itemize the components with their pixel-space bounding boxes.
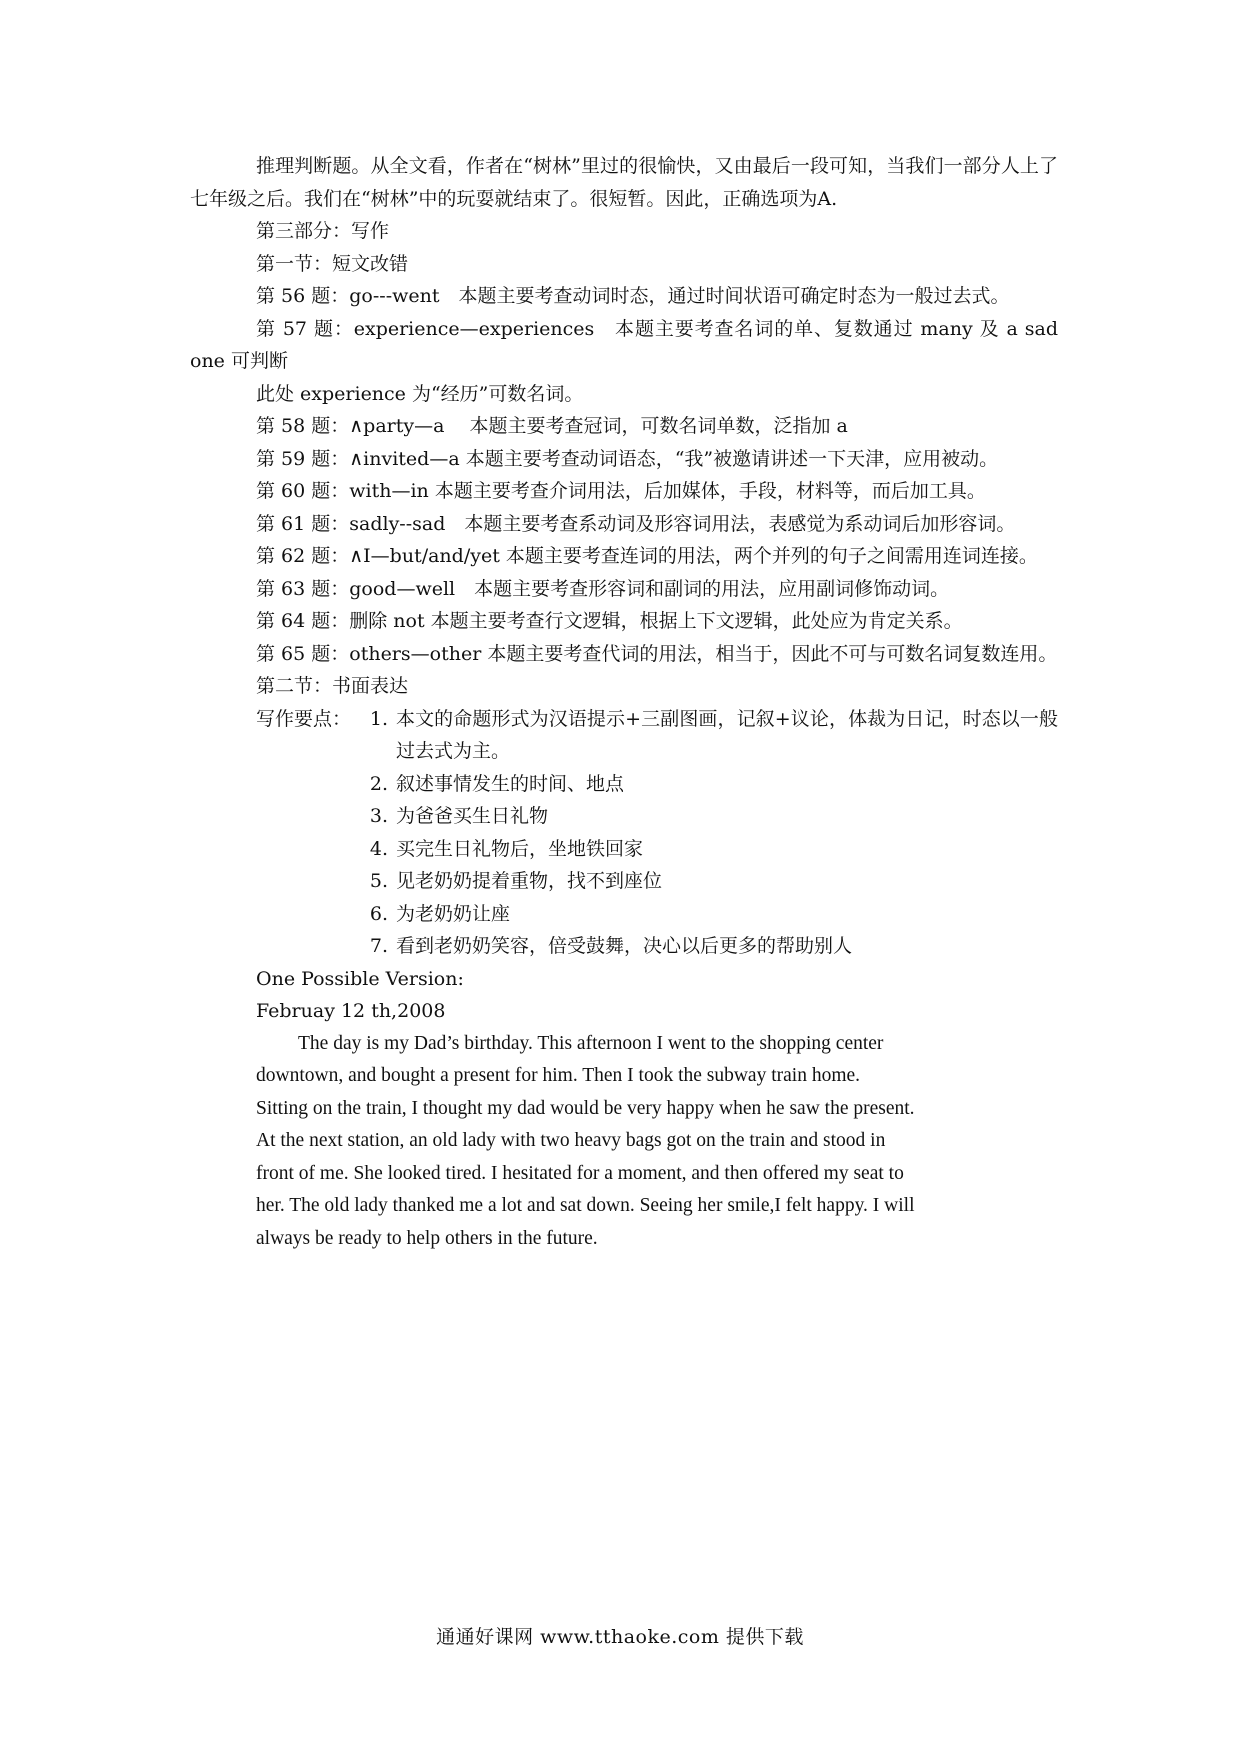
point-number: 2. <box>369 772 388 795</box>
point-text: 买完生日礼物后，坐地铁回家 <box>396 837 644 860</box>
point-text: 看到老奶奶笑容，倍受鼓舞，决心以后更多的帮助别人 <box>396 935 853 957</box>
essay-date: Februay 12 th,2008 <box>256 1000 446 1022</box>
point-number: 1. <box>369 707 388 730</box>
point-number: 7. <box>369 935 388 957</box>
list-item <box>364 768 1058 801</box>
correction-item-57-note: 此处 experience 为“经历”可数名词。 <box>256 382 584 405</box>
writing-points-list <box>190 768 1058 963</box>
part1-title: 第一节：短文改错 <box>256 252 409 275</box>
point-text: 见老奶奶提着重物，找不到座位 <box>396 870 663 892</box>
point-text: 为老奶奶让座 <box>396 902 511 925</box>
list-item <box>364 800 1058 833</box>
essay-body: The day is my Dad’s birthday. This afternoon I went to the shopping center downtown, and bought a present for him. Then I took the subway train home. Sitting on the train, I thought my dad would be very happy when he saw the present. At the next station, an old lady with two heavy bags got on the train and stood in front of me. She looked tired. I hesitated for a moment, and then offered my seat to her. The old lady thanked me a lot and sat down. Seeing her smile,I felt happy. I will always be ready to help others in the future. <box>256 1032 915 1249</box>
analysis-paragraph: 推理判断题。从全文看，作者在“树林”里过的很愉快，又由最后一段可知，当我们一部分人上了七年级之后。我们在“树林”中的玩耍就结束了。很短暂。因此，正确选项为A. <box>190 155 1058 210</box>
list-item <box>364 833 1058 866</box>
correction-item-65: 第 65 题：others—other 本题主要考查代词的用法，相当于，因此不可与可数名词复数连用。 <box>256 642 1058 665</box>
point-text: 为爸爸买生日礼物 <box>396 805 549 827</box>
correction-item-61: 第 61 题：sadly--sad 本题主要考查系动词及形容词用法，表感觉为系动词后加形容词。 <box>256 512 1016 535</box>
section-title: 第三部分：写作 <box>256 220 390 242</box>
point-text: 本文的命题形式为汉语提示+三副图画，记叙+议论，体裁为日记，时态以一般过去式为主。 <box>396 707 1058 762</box>
page-footer: 通通好课网 www.tthaoke.com 提供下载 <box>436 1626 804 1648</box>
point-number: 5. <box>369 870 388 892</box>
points-label: 写作要点： <box>256 707 352 730</box>
point-number: 4. <box>369 837 388 860</box>
page-content <box>190 150 1058 1255</box>
point-number: 3. <box>369 805 388 827</box>
correction-item-59: 第 59 题：∧invited—a 本题主要考查动词语态，“我”被邀请讲述一下天津，应用被动。 <box>256 447 999 470</box>
writing-points-first <box>190 703 1058 768</box>
essay-heading: One Possible Version: <box>256 967 464 990</box>
point-number: 6. <box>369 902 388 925</box>
list-item <box>364 930 1058 963</box>
correction-item-57: 第 57 题：experience—experiences 本题主要考查名词的单、复数通过 many 及 a sad one 可判断 <box>190 317 1058 372</box>
correction-item-58: 第 58 题：∧party—a 本题主要考查冠词，可数名词单数，泛指加 a <box>256 415 848 437</box>
part2-title: 第二节：书面表达 <box>256 675 409 697</box>
correction-item-62: 第 62 题：∧I—but/and/yet 本题主要考查连词的用法，两个并列的句子之间需用连词连接。 <box>256 545 1038 567</box>
point-text: 叙述事情发生的时间、地点 <box>396 772 625 795</box>
list-item <box>364 898 1058 931</box>
correction-item-63: 第 63 题：good—well 本题主要考查形容词和副词的用法，应用副词修饰动词。 <box>256 577 950 600</box>
correction-item-64: 第 64 题：删除 not 本题主要考查行文逻辑，根据上下文逻辑，此处应为肯定关系。 <box>256 610 963 632</box>
list-item <box>364 865 1058 898</box>
correction-item-60: 第 60 题：with—in 本题主要考查介词用法，后加媒体，手段，材料等，而后加工具。 <box>256 480 986 502</box>
sample-essay <box>190 1028 916 1256</box>
correction-item-56: 第 56 题：go---went 本题主要考查动词时态，通过时间状语可确定时态为一般过去式。 <box>256 285 1010 307</box>
